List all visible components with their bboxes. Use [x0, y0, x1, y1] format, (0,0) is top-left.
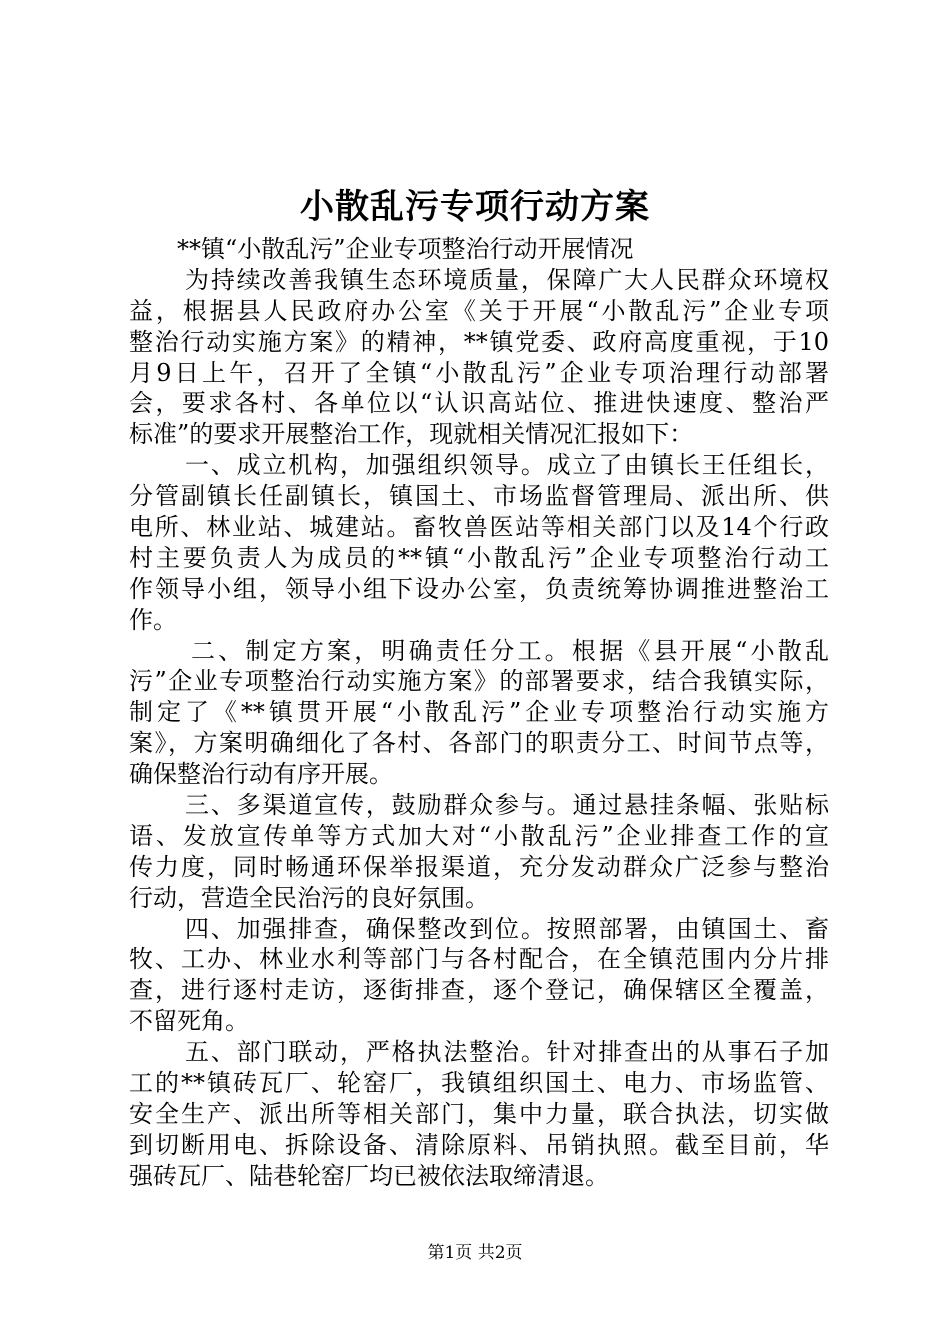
paragraph-line: 工的**镇砖瓦厂、轮窑厂，我镇组织国土、电力、市场监管、: [129, 1069, 829, 1098]
page-number-footer: 第1页 共2页: [427, 1243, 523, 1263]
section-heading-line: 二、制定方案，明确责任分工。根据《县开展“小散乱: [191, 636, 829, 665]
paragraph-line: 污”企业专项整治行动实施方案》的部署要求，结合我镇实际，: [129, 667, 829, 696]
document-title: 小散乱污专项行动方案: [300, 187, 650, 227]
paragraph-line: 为持续改善我镇生态环境质量，保障广大人民群众环境权: [185, 265, 829, 294]
paragraph-line: 益，根据县人民政府办公室《关于开展“小散乱污”企业专项: [129, 296, 829, 325]
document-body: [129, 234, 829, 1192]
paragraph-line: 牧、工办、林业水利等部门与各村配合，在全镇范围内分片排: [129, 945, 829, 974]
paragraph-line: 案》，方案明确细化了各村、各部门的职责分工、时间节点等，: [129, 729, 829, 758]
section-heading-line: 一、成立机构，加强组织领导。成立了由镇长王任组长，: [185, 451, 829, 480]
paragraph-line: 查，进行逐村走访，逐街排查，逐个登记，确保辖区全覆盖，: [129, 976, 829, 1005]
section-heading-line: 五、部门联动，严格执法整治。针对排查出的从事石子加: [185, 1038, 829, 1067]
paragraph-line: 会，要求各村、各单位以“认识高站位、推进快速度、整治严: [129, 389, 829, 418]
paragraph-line: 标准”的要求开展整治工作，现就相关情况汇报如下：: [129, 420, 694, 449]
paragraph-line: 强砖瓦厂、陆巷轮窑厂均已被依法取缔清退。: [129, 1161, 609, 1190]
paragraph-line: 行动，营造全民治污的良好氛围。: [129, 883, 489, 912]
section-heading-line: 四、加强排查，确保整改到位。按照部署，由镇国土、畜: [185, 914, 829, 943]
paragraph-line: 制定了《**镇贯开展“小散乱污”企业专项整治行动实施方: [129, 698, 829, 727]
paragraph-line: 分管副镇长任副镇长，镇国土、市场监督管理局、派出所、供: [129, 482, 829, 511]
paragraph-line: 整治行动实施方案》的精神，**镇党委、政府高度重视，于10: [129, 327, 829, 356]
paragraph-line: 语、发放宣传单等方式加大对“小散乱污”企业排查工作的宣: [129, 821, 829, 850]
paragraph-line: 电所、林业站、城建站。畜牧兽医站等相关部门以及14个行政: [129, 513, 829, 542]
paragraph-line: 不留死角。: [129, 1007, 249, 1036]
paragraph-line: 作领导小组，领导小组下设办公室，负责统筹协调推进整治工: [129, 574, 829, 603]
paragraph-line: 到切断用电、拆除设备、清除原料、吊销执照。截至目前，华: [129, 1130, 829, 1159]
subtitle-line: **镇“小散乱污”企业专项整治行动开展情况: [177, 235, 634, 263]
section-heading-line: 三、多渠道宣传，鼓励群众参与。通过悬挂条幅、张贴标: [185, 791, 829, 820]
paragraph-line: 安全生产、派出所等相关部门，集中力量，联合执法，切实做: [129, 1099, 829, 1128]
paragraph-line: 传力度，同时畅通环保举报渠道，充分发动群众广泛参与整治: [129, 852, 829, 881]
paragraph-line: 月9日上午，召开了全镇“小散乱污”企业专项治理行动部署: [129, 358, 829, 387]
paragraph-line: 确保整治行动有序开展。: [129, 760, 393, 789]
paragraph-line: 村主要负责人为成员的**镇“小散乱污”企业专项整治行动工: [129, 543, 829, 572]
paragraph-line: 作。: [129, 605, 177, 634]
